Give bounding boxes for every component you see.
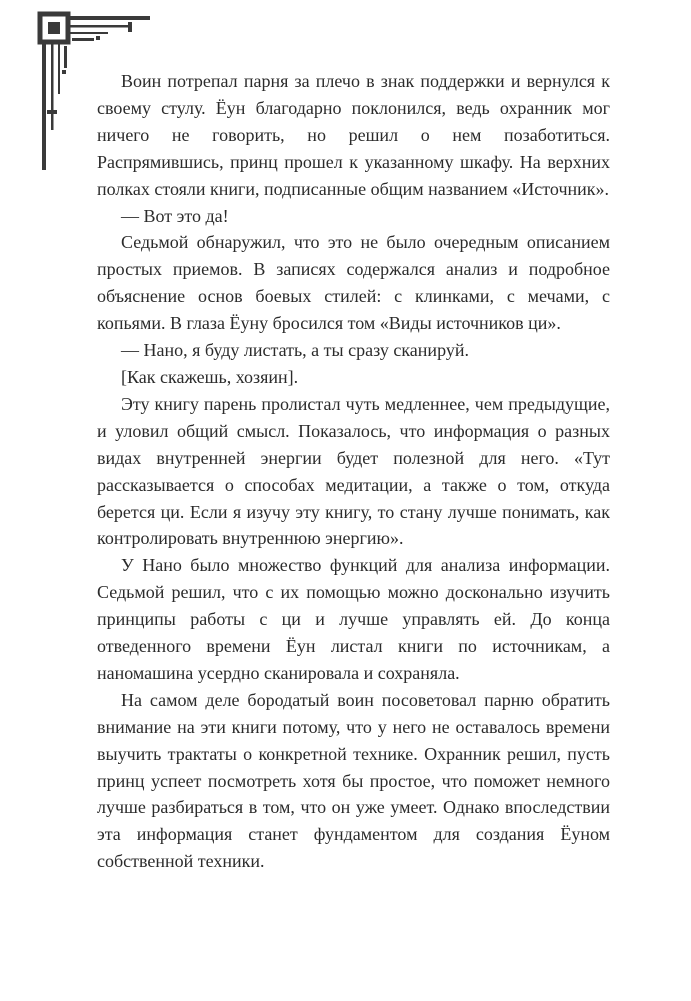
body-text [97, 68, 610, 875]
paragraph: [Как скажешь, хозяин]. [121, 366, 299, 387]
paragraph: — Нано, я буду листать, а ты сразу сканируй. [121, 340, 469, 361]
paragraph: У Нано было множество функций для анализа информации. Седьмой решил, что с их помощью можно досконально изучить принципы работы с ци и лучше управлять ей. До конца отведенного времени Ёун листал книги по источникам, а наномашина усердно сканировала и сохраняла. [97, 555, 610, 683]
paragraph: — Вот это да! [121, 205, 229, 226]
paragraph: Эту книгу парень пролистал чуть медленнее, чем предыдущие, и уловил общий смысл. Показалось, что информация о разных видах внутренней энергии будет полезной для него. «Тут рассказывается о способах медитации, а также о том, откуда берется ци. Если я изучу эту книгу, то стану лучше понимать, как контролировать внутреннюю энергию». [97, 393, 610, 549]
paragraph: Седьмой обнаружил, что это не было очередным описанием простых приемов. В записях содержался анализ и подробное объяснение основ боевых стилей: с клинками, с мечами, с копьями. В глаза Ёуну бросился том «Виды источников ци». [97, 232, 610, 334]
paragraph: На самом деле бородатый воин посоветовал парню обратить внимание на эти книги потому, что у него не оставалось времени выучить трактаты о конкретной технике. Охранник решил, пусть принц успеет посмотреть хотя бы простое, что поможет немного лучше разбираться в том, что он уже умеет. Однако впоследствии эта информация станет фундаментом для создания Ёуном собственной техники. [97, 689, 610, 872]
paragraph: Воин потрепал парня за плечо в знак поддержки и вернулся к своему стулу. Ёун благодарно поклонился, ведь охранник мог ничего не говорить, но решил о нем позаботиться. Распрямившись, принц прошел к указанному шкафу. На верхних полках стояли книги, подписанные общим названием «Источник». [97, 71, 610, 199]
